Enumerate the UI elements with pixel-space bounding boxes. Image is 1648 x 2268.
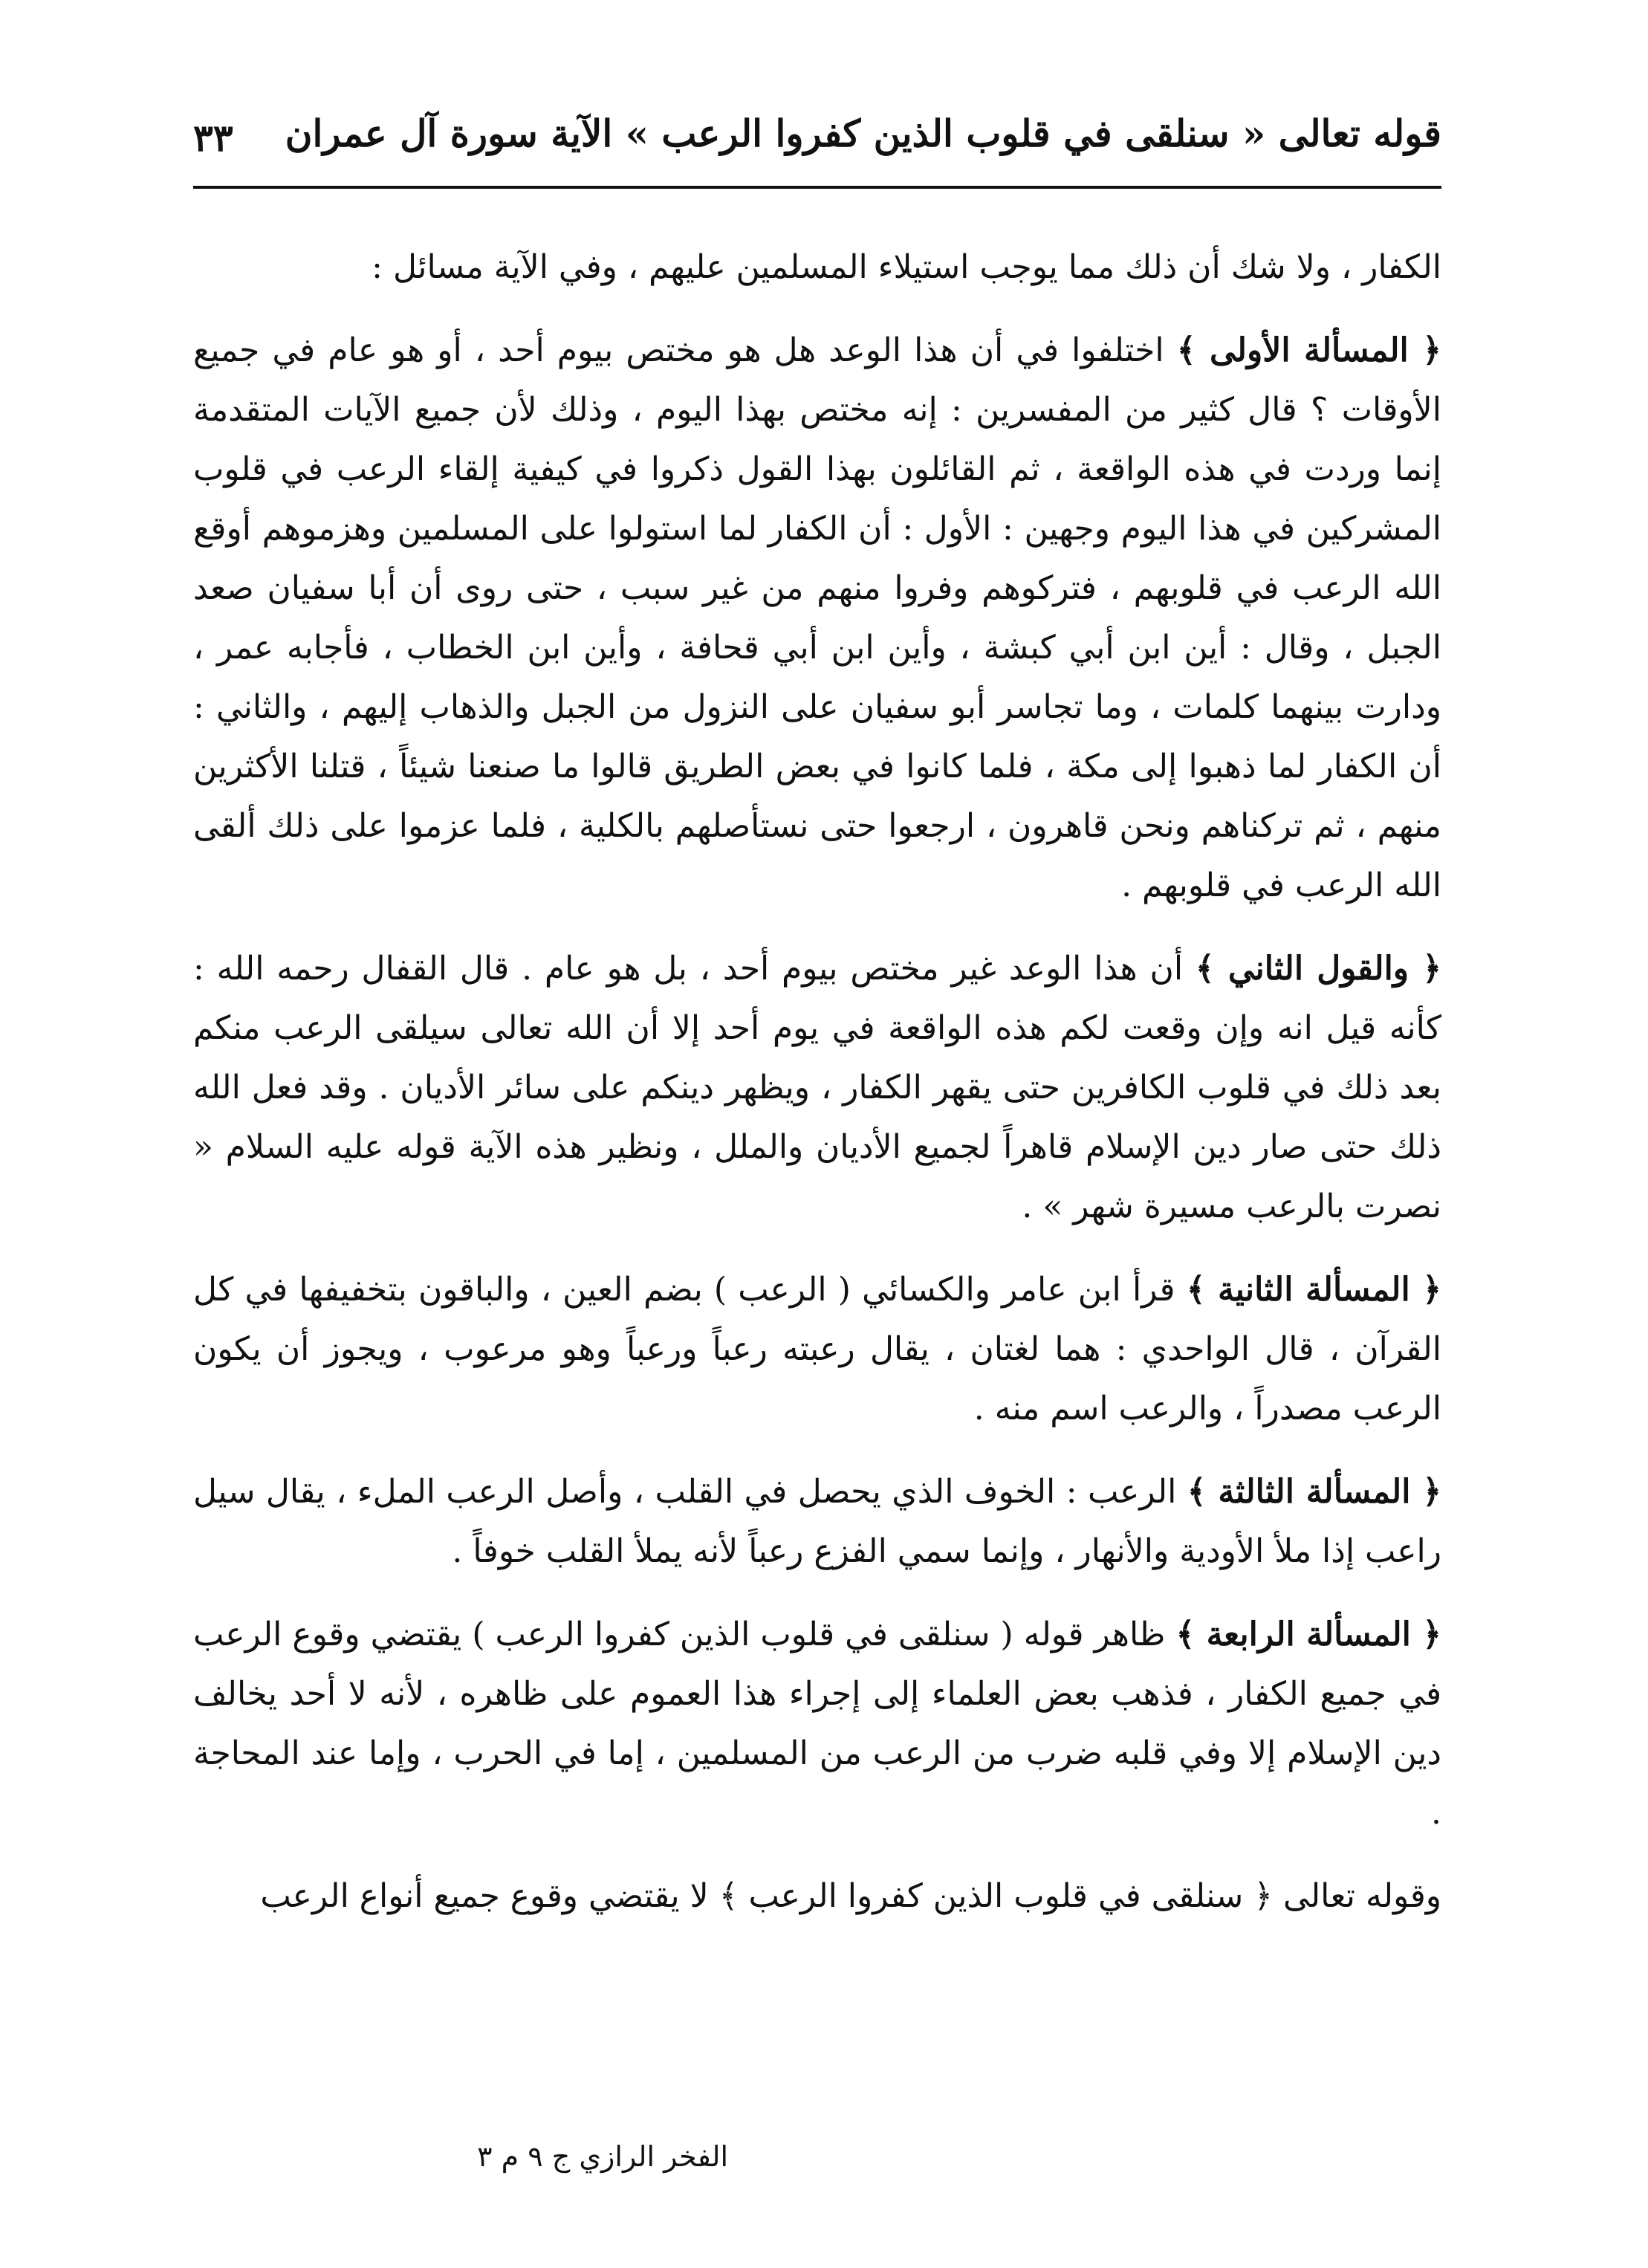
paragraph-text: الكفار ، ولا شك أن ذلك مما يوجب استيلاء المسلمين عليهم ، وفي الآية مسائل : bbox=[372, 248, 1441, 286]
section-heading: ﴿ المسألة الثانية ﴾ bbox=[1186, 1271, 1441, 1309]
section-heading: ﴿ المسألة الرابعة ﴾ bbox=[1175, 1616, 1441, 1653]
section-heading: ﴿ المسألة الأولى ﴾ bbox=[1176, 331, 1441, 369]
page-footer bbox=[208, 2140, 728, 2192]
header-divider bbox=[193, 186, 1441, 189]
footer-signature: الفخر الرازي ج ٩ م ٣ bbox=[477, 2140, 728, 2173]
paragraph-question-1 bbox=[193, 321, 1441, 916]
paragraph-text: قرأ ابن عامر والكسائي ( الرعب ) بضم العين ، والباقون بتخفيفها في كل القرآن ، قال الواحدي : هما لغتان ، يقال رعبته رعباً ورعباً وهو مرعوب ، ويجوز أن يكون الرعب مصدراً ، والرعب اسم منه . bbox=[193, 1271, 1441, 1428]
paragraph-intro bbox=[193, 238, 1441, 297]
paragraph-text: وقوله تعالى ﴿ سنلقى في قلوب الذين كفروا الرعب ﴾ لا يقتضي وقوع جميع أنواع الرعب bbox=[260, 1877, 1441, 1915]
paragraph-second-view bbox=[193, 939, 1441, 1237]
paragraph-question-2 bbox=[193, 1260, 1441, 1439]
running-header bbox=[193, 111, 1441, 178]
section-heading: ﴿ المسألة الثالثة ﴾ bbox=[1187, 1473, 1441, 1511]
page-number: ٣٣ bbox=[193, 116, 233, 160]
paragraph-closing bbox=[193, 1867, 1441, 1926]
paragraph-text: اختلفوا في أن هذا الوعد هل هو مختص بيوم أحد ، أو هو عام في جميع الأوقات ؟ قال كثير من المفسرين : إنه مختص بهذا اليوم ، وذلك لأن جميع الآيات المتقدمة إنما وردت في هذه الواقعة ، ثم القائلون بهذا القول ذكروا في كيفية إلقاء الرعب في قلوب المشركين في هذا اليوم وجهين : الأول : أن الكفار لما استولوا على المسلمين وهزموهم أوقع الله الرعب في قلوبهم ، فتركوهم وفروا منهم من غير سبب ، حتى روى أن أبا سفيان صعد الجبل ، وقال : أين ابن أبي كبشة ، وأين ابن أبي قحافة ، وأين ابن الخطاب ، فأجابه عمر ، ودارت بينهما كلمات ، وما تجاسر أبو سفيان على النزول من الجبل والذهاب إليهم ، والثاني : أن الكفار لما ذهبوا إلى مكة ، فلما كانوا في بعض الطريق قالوا ما صنعنا شيئاً ، قتلنا الأكثرين منهم ، ثم تركناهم ونحن قاهرون ، ارجعوا حتى نستأصلهم بالكلية ، فلما عزموا على ذلك ألقى الله الرعب في قلوبهم . bbox=[193, 331, 1441, 904]
paragraph-text: الرعب : الخوف الذي يحصل في القلب ، وأصل الرعب الملء ، يقال سيل راعب إذا ملأ الأودية والأنهار ، وإنما سمي الفزع رعباً لأنه يملأ القلب خوفاً . bbox=[193, 1473, 1441, 1570]
main-text bbox=[193, 238, 1441, 1950]
header-title: قوله تعالى « سنلقى في قلوب الذين كفروا الرعب » الآية سورة آل عمران bbox=[285, 111, 1441, 155]
paragraph-text: أن هذا الوعد غير مختص بيوم أحد ، بل هو عام . قال القفال رحمه الله : كأنه قيل انه وإن وقعت لكم هذه الواقعة في يوم أحد إلا أن الله تعالى سيلقى الرعب منكم بعد ذلك في قلوب الكافرين حتى يقهر الكفار ، ويظهر دينكم على سائر الأديان . وقد فعل الله ذلك حتى صار دين الإسلام قاهراً لجميع الأديان والملل ، ونظير هذه الآية قوله عليه السلام « نصرت بالرعب مسيرة شهر » . bbox=[193, 950, 1441, 1225]
section-heading: ﴿ والقول الثاني ﴾ bbox=[1195, 950, 1441, 988]
paragraph-question-4 bbox=[193, 1605, 1441, 1843]
paragraph-question-3 bbox=[193, 1462, 1441, 1581]
paragraph-text: ظاهر قوله ( سنلقى في قلوب الذين كفروا الرعب ) يقتضي وقوع الرعب في جميع الكفار ، فذهب بعض العلماء إلى إجراء هذا العموم على ظاهره ، لأنه لا أحد يخالف دين الإسلام إلا وفي قلبه ضرب من الرعب من المسلمين ، إما في الحرب ، وإما عند المحاجة . bbox=[193, 1616, 1442, 1832]
